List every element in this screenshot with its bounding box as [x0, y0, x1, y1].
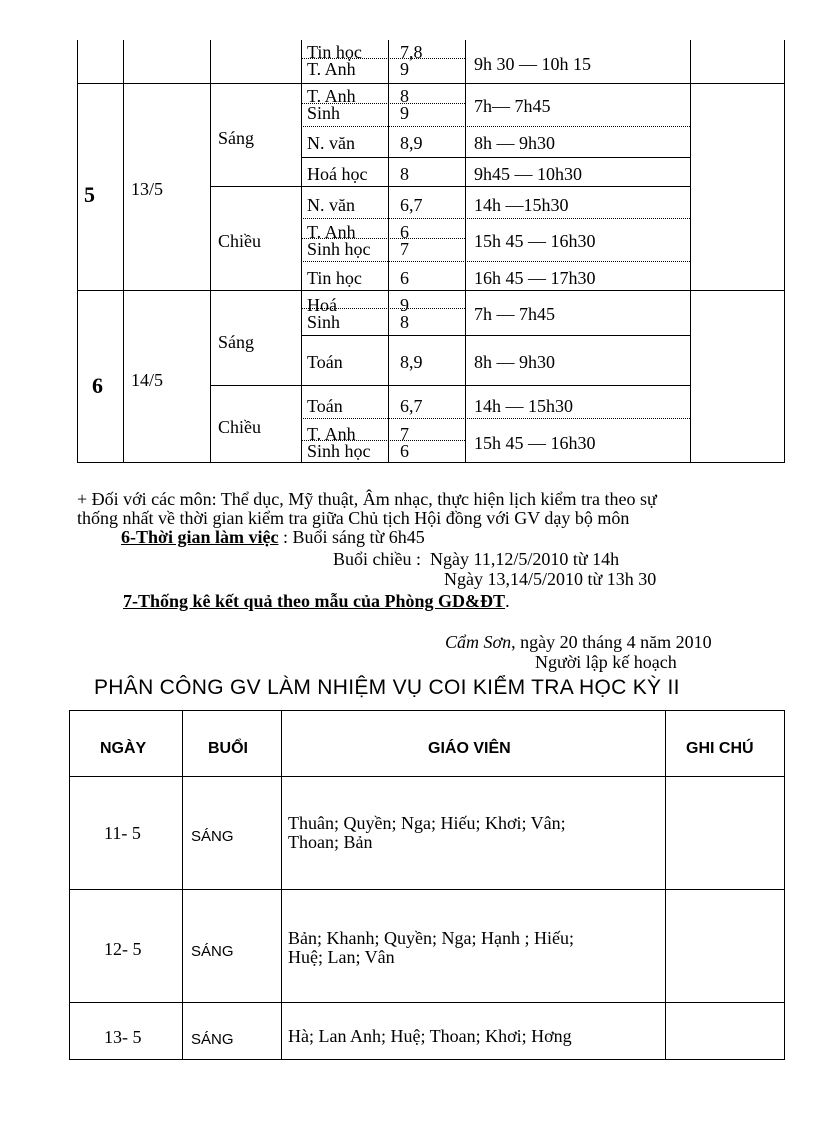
row-line [301, 335, 690, 336]
subject-cell: T. Anh Sinh học [307, 424, 371, 461]
subject-cell: N. văn [307, 133, 355, 153]
subject-cell: Toán [307, 396, 343, 416]
table-col-line [665, 711, 666, 1059]
table-col-line [182, 711, 183, 1059]
place-name: Cẩm Sơn [445, 632, 512, 652]
row-session: SÁNG [191, 1031, 234, 1048]
row-day: 13- 5 [104, 1027, 142, 1047]
time-cell: 9h 30 — 10h 15 [474, 54, 591, 74]
header-teachers: GIÁO VIÊN [428, 740, 511, 757]
session-label: Sáng [218, 332, 254, 352]
row-line [70, 776, 784, 777]
subject-cell: Hoá học [307, 164, 368, 184]
session-label: Sáng [218, 128, 254, 148]
row-dotted-line [301, 418, 690, 419]
table-col-line [690, 40, 691, 463]
time-cell: 16h 45 — 17h30 [474, 268, 596, 288]
day-date: 14/5 [131, 370, 164, 390]
grade-cell: 7,8 9 [400, 42, 423, 79]
header-session: BUỔI [208, 740, 248, 757]
time-cell: 9h45 — 10h30 [474, 164, 582, 184]
signer-label: Người lập kế hoạch [535, 652, 677, 672]
table-col-line [281, 711, 282, 1059]
section-6 [121, 528, 425, 547]
row-teachers: Thuân; Quyền; Nga; Hiếu; Khơi; Vân; Thoan; Bản [288, 813, 566, 852]
afternoon-date-1: Ngày 11,12/5/2010 từ 14h [430, 549, 620, 569]
day-index: 6 [92, 373, 103, 398]
section-6-afternoon [333, 550, 619, 569]
time-cell: 14h —15h30 [474, 195, 569, 215]
grade-cell: 6 [400, 268, 409, 288]
row-session: SÁNG [191, 828, 234, 845]
header-day: NGÀY [100, 740, 147, 757]
row-line [70, 1002, 784, 1003]
table-border-bottom [77, 462, 784, 463]
subject-cell: N. văn [307, 195, 355, 215]
exam-schedule-table [77, 40, 785, 463]
afternoon-date-2: Ngày 13,14/5/2010 từ 13h 30 [444, 569, 657, 589]
time-cell: 8h — 9h30 [474, 133, 555, 153]
time-cell: 8h — 9h30 [474, 352, 555, 372]
row-dotted-line [301, 261, 690, 262]
assignment-title: PHÂN CÔNG GV LÀM NHIỆM VỤ COI KIỂM TRA HỌC KỲ II [94, 676, 680, 699]
time-cell: 7h — 7h45 [474, 304, 555, 324]
signature-date [445, 633, 712, 652]
section-6-morning: : Buổi sáng từ 6h45 [278, 527, 425, 547]
table-border-right [784, 40, 785, 463]
assignment-table [69, 710, 785, 1060]
section-7 [123, 592, 510, 611]
subject-cell: Toán [307, 352, 343, 372]
row-teachers: Bản; Khanh; Quyền; Nga; Hạnh ; Hiếu; Huệ; Lan; Vân [288, 928, 574, 967]
section-7-title: 7-Thống kê kết quả theo mẫu của Phòng GD&ĐT [123, 591, 506, 611]
row-teachers: Hà; Lan Anh; Huệ; Thoan; Khơi; Hơng [288, 1026, 572, 1046]
row-day: 12- 5 [104, 939, 142, 959]
row-day: 11- 5 [104, 823, 141, 843]
grade-cell: 6,7 [400, 396, 423, 416]
row-line [210, 385, 690, 386]
table-col-line [123, 40, 124, 463]
grade-cell: 9 8 [400, 295, 409, 332]
grade-cell: 8,9 [400, 133, 423, 153]
row-dotted-line [301, 218, 690, 219]
section-7-end: . [505, 591, 510, 611]
subject-cell: Tin học T. Anh [307, 42, 362, 79]
subject-cell: Hoá Sinh [307, 295, 341, 332]
row-line [77, 290, 784, 291]
subject-cell: Tin học [307, 268, 362, 288]
section-6-title: 6-Thời gian làm việc [121, 527, 279, 547]
day-date: 13/5 [131, 179, 164, 199]
time-cell: 7h— 7h45 [474, 96, 551, 116]
subject-cell: T. Anh Sinh [307, 86, 356, 123]
row-line [77, 83, 784, 84]
row-line [210, 186, 690, 187]
row-dotted-line [301, 126, 690, 127]
date-text: , ngày 20 tháng 4 năm 2010 [511, 632, 712, 652]
grade-cell: 8 [400, 164, 409, 184]
afternoon-label: Buổi chiều : [333, 549, 421, 569]
table-border-left [77, 40, 78, 463]
grade-cell: 8,9 [400, 352, 423, 372]
time-cell: 14h — 15h30 [474, 396, 573, 416]
grade-cell: 6 7 [400, 222, 409, 259]
header-note: GHI CHÚ [686, 740, 754, 757]
row-line [70, 889, 784, 890]
subject-cell: T. Anh Sinh học [307, 222, 371, 259]
table-col-line [210, 40, 211, 463]
time-cell: 15h 45 — 16h30 [474, 231, 596, 251]
grade-cell: 7 6 [400, 424, 409, 461]
note-line: + Đối với các môn: Thể dục, Mỹ thuật, Âm nhạc, thực hiện lịch kiểm tra theo sự [77, 489, 657, 509]
row-line [301, 157, 690, 158]
session-label: Chiều [218, 417, 261, 437]
grade-cell: 8 9 [400, 86, 409, 123]
session-label: Chiều [218, 231, 261, 251]
time-cell: 15h 45 — 16h30 [474, 433, 596, 453]
table-col-line [465, 40, 466, 463]
row-session: SÁNG [191, 943, 234, 960]
note-line: thống nhất về thời gian kiểm tra giữa Chủ tịch Hội đồng với GV dạy bộ môn [77, 508, 630, 528]
grade-cell: 6,7 [400, 195, 423, 215]
day-index: 5 [84, 182, 95, 207]
